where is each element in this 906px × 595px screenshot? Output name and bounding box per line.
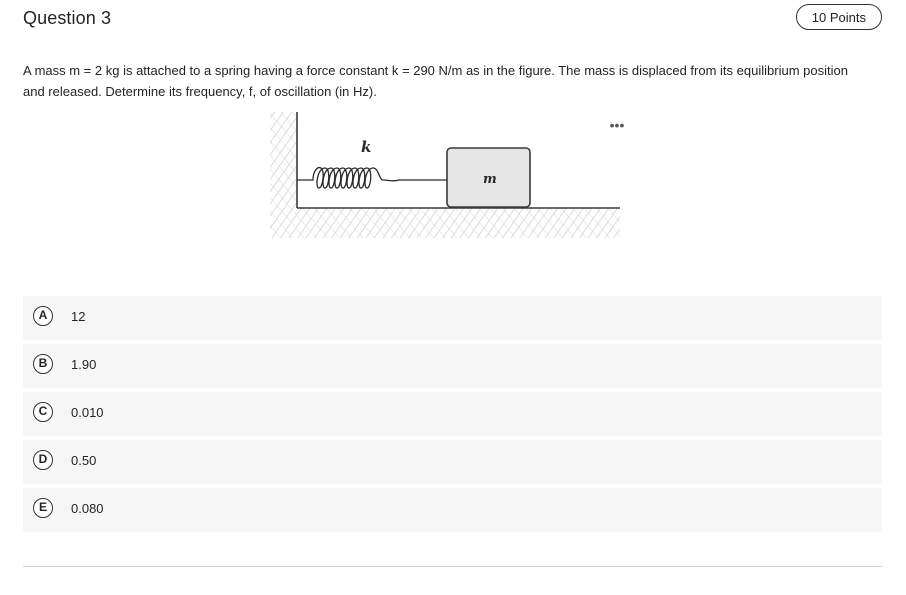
more-horizontal-icon[interactable]: ••• [609,117,625,133]
option-value: 0.50 [71,453,97,468]
spring-mass-figure [267,110,623,242]
spring-label: k [361,138,372,156]
option-letter-badge: A [33,306,53,326]
spring-mass-diagram [267,110,623,242]
question-text: A mass m = 2 kg is attached to a spring having a force constant k = 290 N/m as in the figure. The mass is displaced from its equilibrium position and released. Determine its frequency, f, of oscillation (in Hz). [23,63,848,99]
option-d[interactable] [23,440,882,484]
spring [297,168,447,188]
option-letter-badge: C [33,402,53,422]
option-letter-badge: E [33,498,53,518]
bottom-divider [23,566,882,567]
option-value: 1.90 [71,357,97,372]
option-value: 12 [71,309,86,324]
option-e[interactable] [23,488,882,532]
option-value: 0.010 [71,405,104,420]
question-header [23,6,882,32]
question-title: Question 3 [23,8,112,28]
option-a[interactable] [23,296,882,340]
mass-label: m [483,172,497,187]
points-badge: 10 Points [796,4,882,30]
option-c[interactable] [23,392,882,436]
answer-options [23,296,882,536]
option-letter-badge: D [33,450,53,470]
option-value: 0.080 [71,501,104,516]
option-letter-badge: B [33,354,53,374]
option-b[interactable] [23,344,882,388]
